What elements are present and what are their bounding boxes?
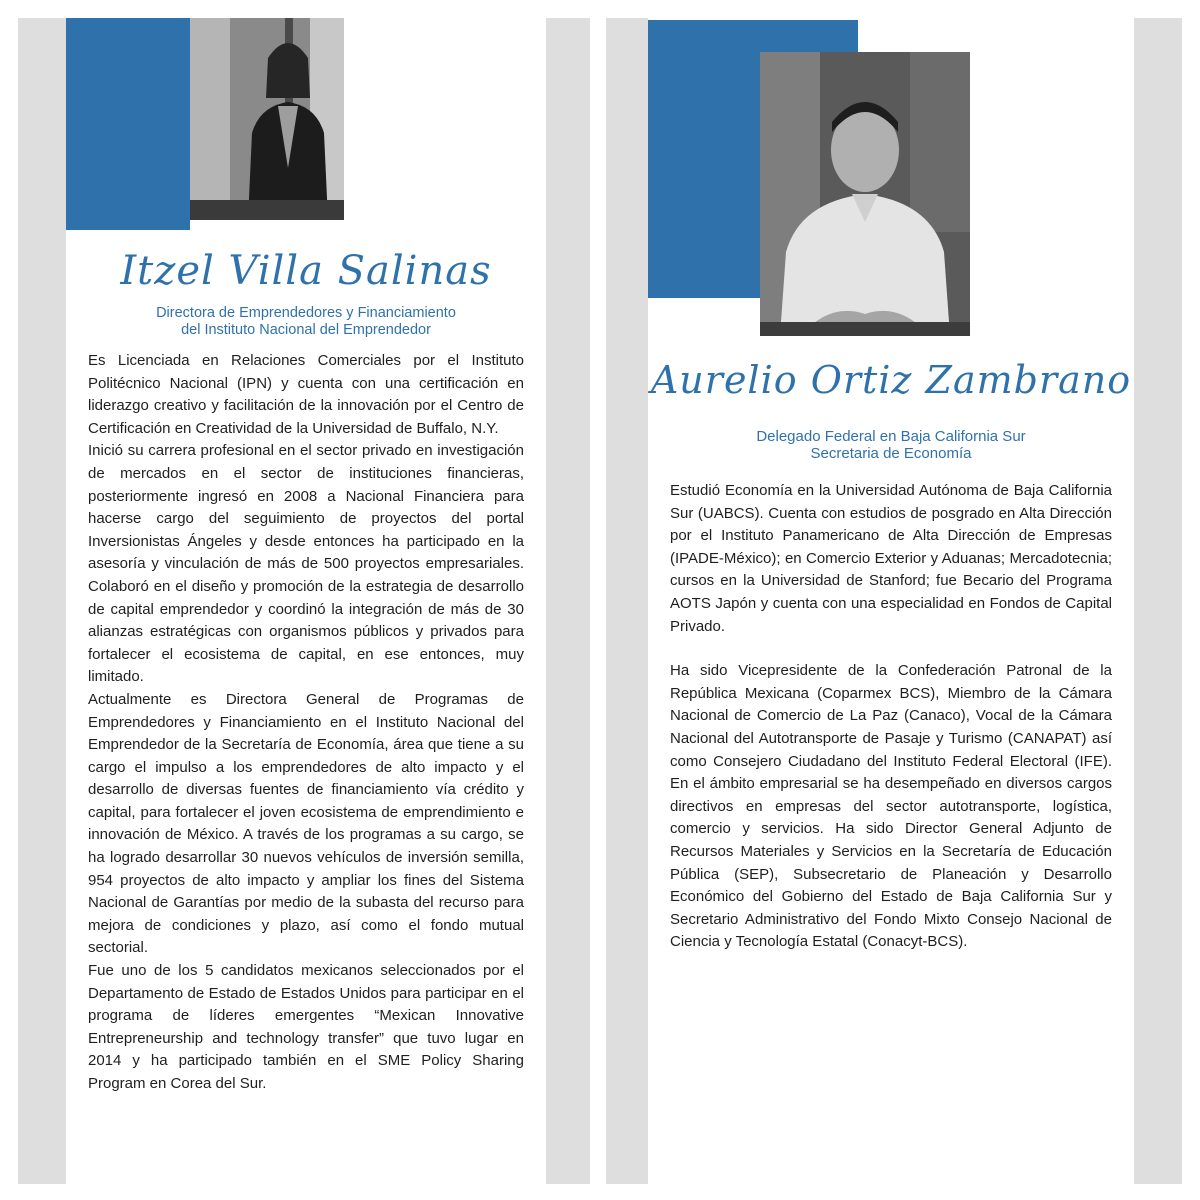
bio-paragraph: Estudió Economía en la Universidad Autónoma de Baja California Sur (UABCS). Cuenta con estudios de posgrado en Alta Dirección por el Instituto Panamericano de Alta Dirección de Empresas (IPADE-México); en Comercio Exterior y Aduanas; Mercadotecnia; cursos en la Universidad de Stanford; fue Becario del Programa AOTS Japón y cuenta con una especialidad en Fondos de Capital Privado. <box>670 482 1112 635</box>
biography-left <box>88 350 524 1096</box>
bio-paragraph: Ha sido Vicepresidente de la Confederación Patronal de la República Mexicana (Coparmex BCS), Miembro de la Cámara Nacional de Comercio de La Paz (Canaco), Vocal de la Cámara Nacional del Autotransporte de Pasaje y Turismo (CANAPAT) así como Consejero Ciudadano del Instituto Federal Electoral (IFE). En el ámbito empresarial se ha desempeñado en diversos cargos directivos en empresas del sector autotransporte, logística, comercio y servicios. Ha sido Director General Adjunto de Recursos Materiales y Servicios en la Secretaría de Educación Pública (SEP), Subsecretario de Planeación y Desarrollo Económico del Gobierno del Estado de Baja California Sur y Secretario Administrativo del Fondo Mixto Consejo Nacional de Ciencia y Tecnología Estatal (Conacyt-BCS). <box>670 662 1112 951</box>
person-role-right <box>648 428 1134 462</box>
person-name-left: Itzel Villa Salinas <box>120 248 492 294</box>
bio-paragraph: Inició su carrera profesional en el sector privado en investigación de mercados en el sector de instituciones financieras, posteriormente ingresó en 2008 a Nacional Financiera para hacerse cargo del seguimiento de proyectos del portal Inversionistas Ángeles y desde entonces ha participado en la asesoría y vinculación de más de 500 proyectos empresariales. Colaboró en el diseño y promoción de la estrategia de desarrollo de capital emprendedor y coordinó la integración de más de 30 alianzas estratégicas con organismos públicos y privados para fortalecer el ecosistema de capital, en ese entonces, muy limitado. <box>88 442 524 686</box>
biography-right <box>670 480 1112 954</box>
role-line-1-left: Directora de Emprendedores y Financiamiento <box>156 305 456 321</box>
person-name-right: Aurelio Ortiz Zambrano <box>650 358 1132 402</box>
bio-paragraph: Actualmente es Directora General de Programas de Emprendedores y Financiamiento en el Instituto Nacional del Emprendedor de la Secretaría de Economía, área que tiene a su cargo el impulso a los emprendedores de alto impacto y el desarrollo de diversas fuentes de financiamiento vía crédito y capital, para fortalecer el joven ecosistema de emprendimiento e innovación de México. A través de los programas a su cargo, se ha logrado desarrollar 30 nuevos vehículos de inversión semilla, 954 proyectos de alto impacto y ampliar los fines del Sistema Nacional de Garantías por medio de la subasta del recurso para mejora de condiciones y plazo, así como el fondo mutual sectorial. <box>88 690 524 957</box>
bio-paragraph: Fue uno de los 5 candidatos mexicanos seleccionados por el Departamento de Estado de Estados Unidos para participar en el programa de líderes emergentes “Mexican Innovative Entrepreneurship and technology transfer” que tuvo lugar en 2014 y ha participado también en el SME Policy Sharing Program en Corea del Sur. <box>88 962 524 1092</box>
role-line-2-right: Secretaria de Economía <box>810 445 972 462</box>
profile-card-left <box>66 18 546 1184</box>
portrait-photo-left <box>190 18 344 220</box>
paragraph-gap <box>670 638 1112 660</box>
accent-block-left <box>66 18 190 230</box>
bio-paragraph: Es Licenciada en Relaciones Comerciales por el Instituto Politécnico Nacional (IPN) y cuenta con una certificación en liderazgo creativo y facilitación de la innovación por el Centro de Certificación en Creatividad de la Universidad de Buffalo, N.Y. <box>88 352 524 437</box>
portrait-photo-right <box>760 52 970 336</box>
profile-card-right <box>648 18 1134 1184</box>
role-line-2-left: del Instituto Nacional del Emprendedor <box>181 322 431 338</box>
role-line-1-right: Delegado Federal en Baja California Sur <box>756 428 1026 445</box>
person-role-left <box>66 305 546 339</box>
